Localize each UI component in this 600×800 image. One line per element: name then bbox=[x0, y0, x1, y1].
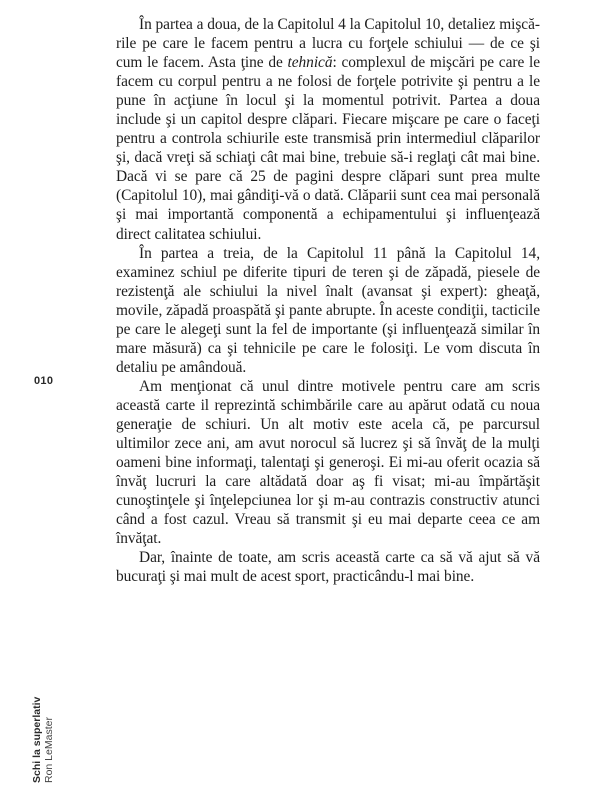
paragraph-part-two-start: În partea a doua, de la Capitolul 4 la Capitolul 10, detaliez mişcările pe care le facem pentru a lucra cu forţele schiului — de ce şi cum le facem. Asta ţine de bbox=[116, 16, 540, 72]
paragraph-conclusion: Dar, înainte de toate, am scris această carte ca să vă ajut să vă bucuraţi şi mai mult de acest sport, practicându-l mai bine. bbox=[116, 549, 540, 586]
running-footer bbox=[31, 697, 55, 783]
paragraph-part-two bbox=[116, 15, 540, 244]
paragraph-part-three: În partea a treia, de la Capitolul 11 până la Capitolul 14, examinez schiul pe diferite tipuri de teren şi de zăpadă, piesele de rezistenţă ale schiului la nivel înalt (avansat şi expert): gheaţă, movile, zăpadă proaspătă şi pante abrupte. În aceste condiţii, tacticile pe care le alegeţi sunt la fel de importante (şi influenţează similar în mare măsură) ca şi tehnicile pe care le folosiţi. Le vom discuta în detaliu pe amândouă. bbox=[116, 244, 540, 376]
page-number: 010 bbox=[34, 375, 54, 387]
book-author: Ron LeMaster bbox=[43, 717, 55, 783]
emphasis-tehnica: tehnică bbox=[287, 54, 333, 72]
book-title: Schi la superlativ bbox=[31, 696, 43, 783]
paragraph-part-two-end: : complexul de mişcări pe care le facem cu corpul pentru a ne folosi de forţele potrivite şi pentru a le pune în acţiune în locul şi la momentul potrivit. Partea a doua include şi un capitol despre clăpari. Fiecare mişcare pe care o faceţi pentru a controla schiurile este transmisă prin intermediul clăparilor şi, dacă vreţi să schiaţi cât mai bine, trebuie să-i reglaţi cât mai bine. Dacă vi se pare că 25 de pagini despre clăpari sunt prea multe (Capitolul 10), mai gândiţi-vă o dată. Clăparii sunt cea mai personală şi mai importantă componentă a echipamentului şi influenţează direct calitatea schiului. bbox=[116, 54, 540, 243]
body-text bbox=[116, 15, 540, 586]
paragraph-motives: Am menţionat că unul dintre motivele pentru care am scris această carte il reprezintă schimbările care au apărut odată cu noua generaţie de schiuri. Un alt motiv este acela că, pe parcursul ultimilor zece ani, am avut norocul să lucrez şi să învăţ de la mulţi oameni bine informaţi, talentaţi şi generoşi. Ei mi-au oferit ocazia să învăţ lucruri la care altădată doar aş fi visat; mi-au împărtăşit cunoştinţele şi înţelepciunea lor şi m-au contrazis constructiv atunci când a fost cazul. Vreau să transmit şi eu mai departe ceea ce am învăţat. bbox=[116, 377, 540, 548]
